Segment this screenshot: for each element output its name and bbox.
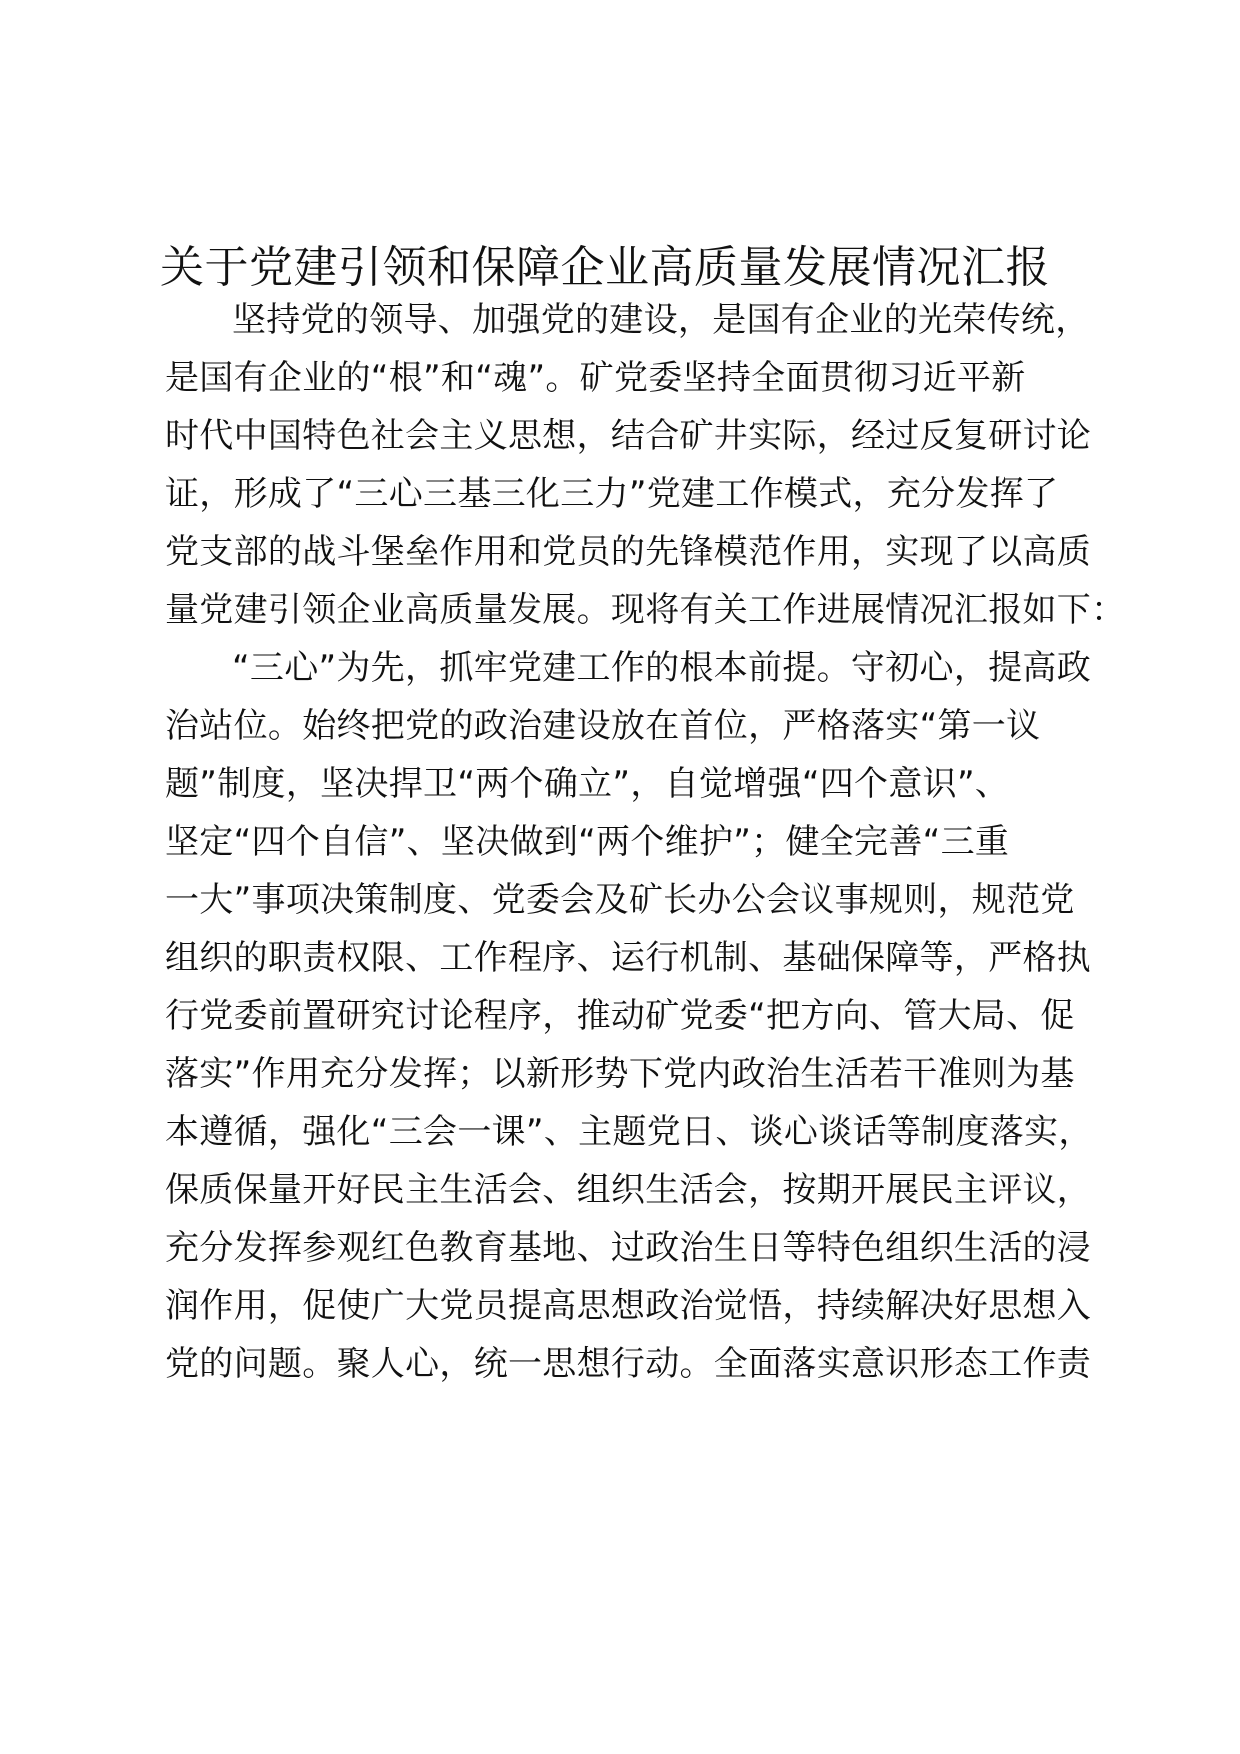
- paragraph-line: 时代中国特色社会主义思想，结合矿井实际，经过反复研讨论: [165, 416, 1092, 456]
- paragraph-line: 坚持党的领导、加强党的建设，是国有企业的光荣传统，: [232, 300, 1090, 340]
- paragraph-line: 组织的职责权限、工作程序、运行机制、基础保障等，严格执: [165, 938, 1092, 978]
- paragraph-line: 落实”作用充分发挥；以新形势下党内政治生活若干准则为基: [165, 1054, 1075, 1094]
- paragraph-line: 本遵循，强化“三会一课”、主题党日、谈心谈话等制度落实，: [165, 1112, 1093, 1152]
- paragraph-line: 量党建引领企业高质量发展。现将有关工作进展情况汇报如下：: [165, 590, 1126, 630]
- paragraph-line: 坚定“四个自信”、坚决做到“两个维护”；健全完善“三重: [165, 822, 1010, 862]
- document-title: 关于党建引领和保障企业高质量发展情况汇报: [160, 242, 1050, 293]
- paragraph-line: 题”制度，坚决捍卫“两个确立”，自觉增强“四个意识”、: [165, 764, 1010, 804]
- paragraph-line: 行党委前置研究讨论程序，推动矿党委“把方向、管大局、促: [165, 996, 1075, 1036]
- paragraph-line: 充分发挥参观红色教育基地、过政治生日等特色组织生活的浸: [165, 1228, 1092, 1268]
- paragraph-line: “三心”为先，抓牢党建工作的根本前提。守初心，提高政: [232, 648, 1092, 688]
- paragraph-line: 治站位。始终把党的政治建设放在首位，严格落实“第一议: [165, 706, 1041, 746]
- paragraph-line: 保质保量开好民主生活会、组织生活会，按期开展民主评议，: [165, 1170, 1092, 1210]
- paragraph-line: 党支部的战斗堡垒作用和党员的先锋模范作用，实现了以高质: [165, 532, 1092, 572]
- paragraph-line: 证，形成了“三心三基三化三力”党建工作模式，充分发挥了: [165, 474, 1059, 514]
- paragraph-line: 润作用，促使广大党员提高思想政治觉悟，持续解决好思想入: [165, 1286, 1092, 1326]
- paragraph-line: 党的问题。聚人心，统一思想行动。全面落实意识形态工作责: [165, 1344, 1092, 1384]
- paragraph-line: 一大”事项决策制度、党委会及矿长办公会议事规则，规范党: [165, 880, 1075, 920]
- paragraph-line: 是国有企业的“根”和“魂”。矿党委坚持全面贯彻习近平新: [165, 358, 1026, 398]
